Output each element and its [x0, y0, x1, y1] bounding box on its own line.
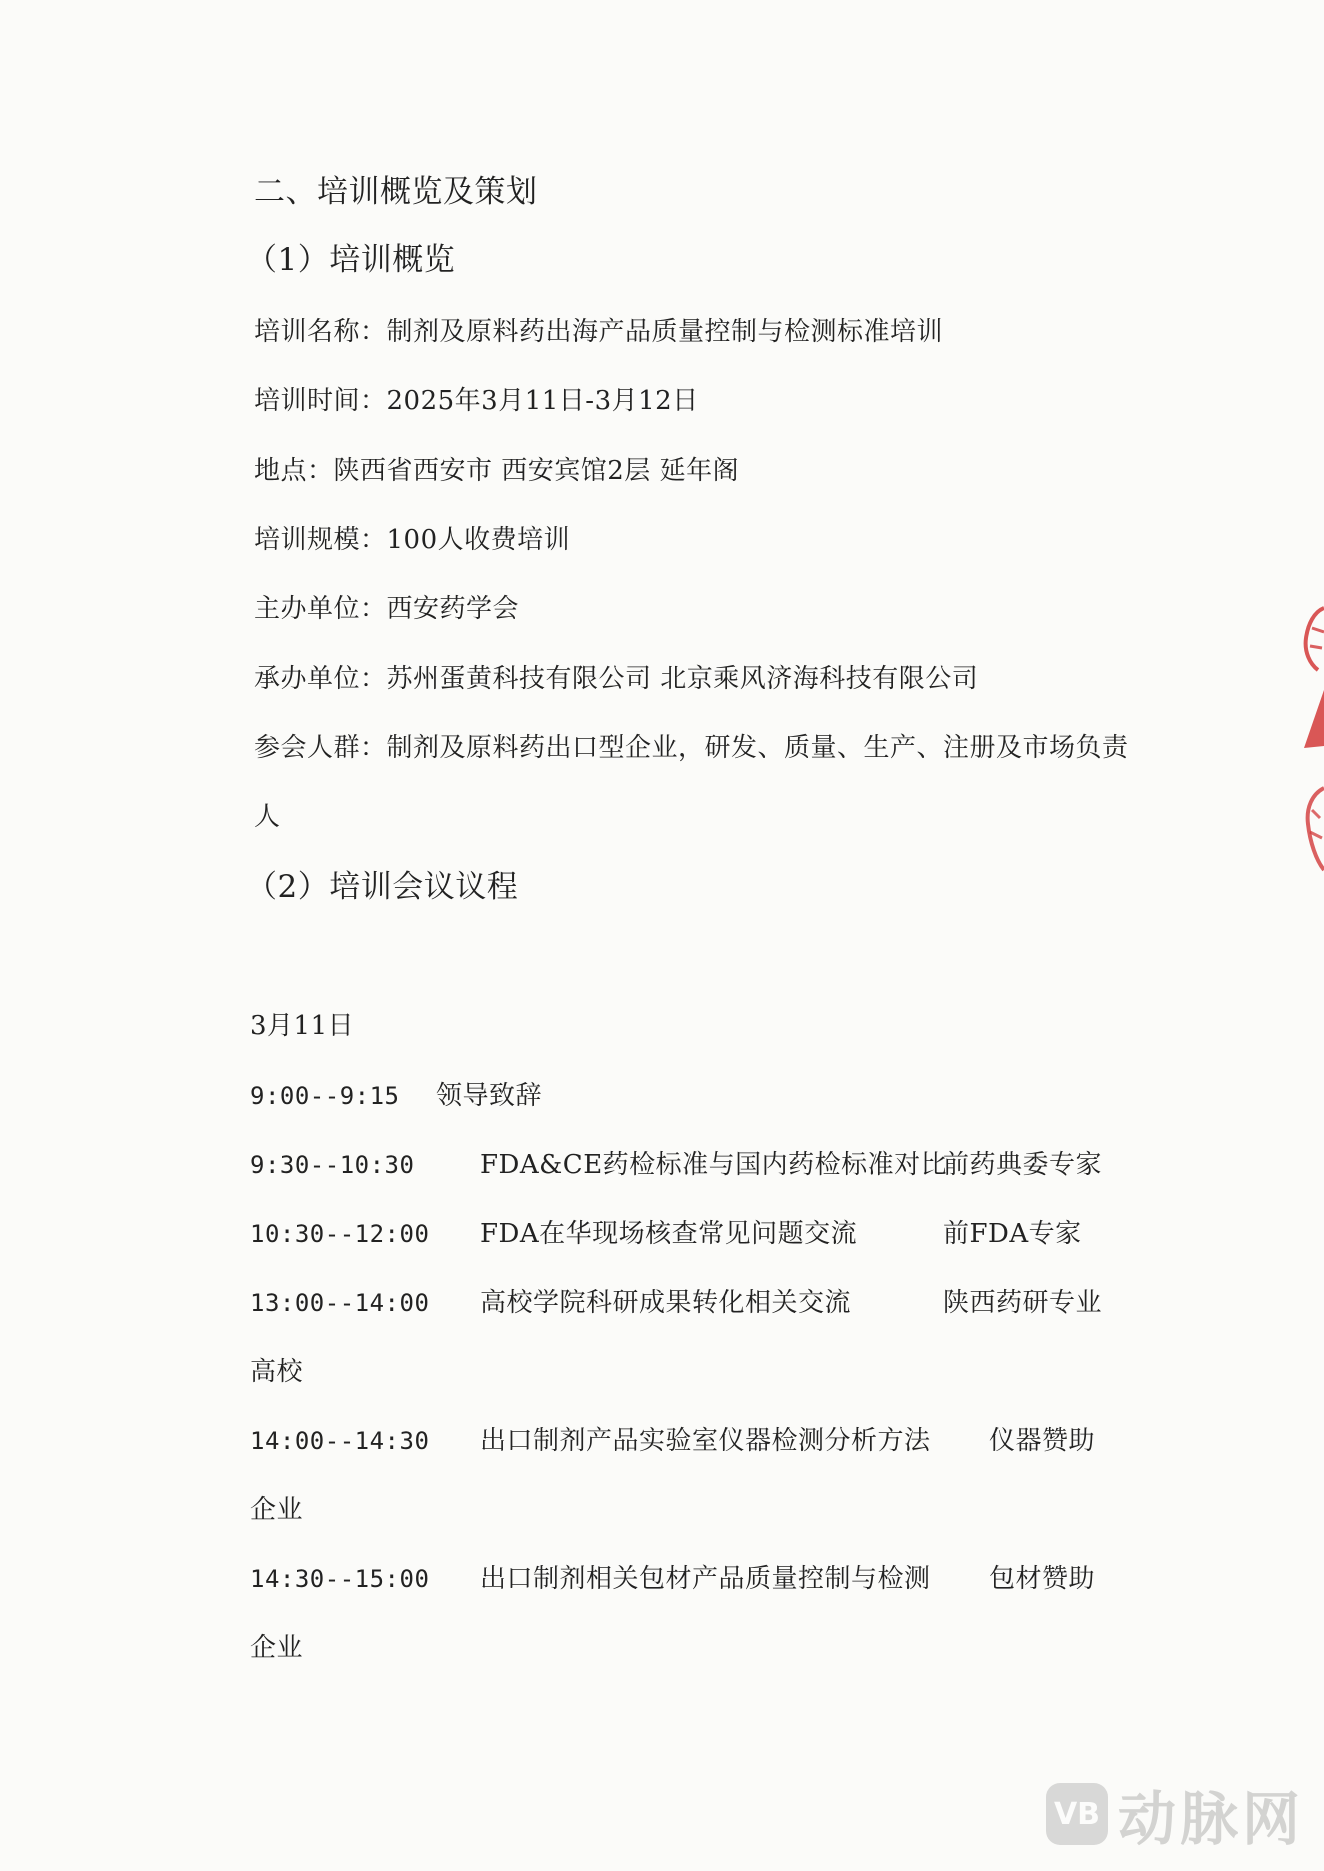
agenda-speaker: 陕西药研专业: [943, 1288, 1103, 1318]
agenda-speaker: 包材赞助: [989, 1564, 1096, 1594]
agenda-topic: 高校学院科研成果转化相关交流: [480, 1288, 852, 1318]
agenda-speaker: 前FDA专家: [943, 1219, 1082, 1249]
agenda-speaker-cont: 企业: [250, 1633, 304, 1663]
red-seal-stamp: [1284, 598, 1324, 888]
overview-heading: （1）培训概览: [246, 242, 456, 278]
agenda-time: 10:30--12:00: [250, 1220, 430, 1248]
training-place: 地点：陕西省西安市 西安宾馆2层 延年阁: [254, 456, 740, 486]
agenda-speaker-cont: 高校: [250, 1357, 304, 1387]
training-scale: 培训规模：100人收费培训: [254, 525, 571, 555]
agenda-topic: 领导致辞: [436, 1081, 543, 1111]
watermark-logo: VB: [1046, 1783, 1108, 1845]
agenda-time: 9:30--10:30: [250, 1151, 415, 1179]
watermark-text: 动脉网: [1117, 1785, 1304, 1853]
agenda-topic: FDA在华现场核查常见问题交流: [480, 1219, 858, 1249]
training-time: 培训时间：2025年3月11日-3月12日: [254, 386, 699, 416]
agenda-date: 3月11日: [250, 1011, 355, 1041]
agenda-speaker: 前药典委专家: [943, 1150, 1103, 1180]
audience-cont: 人: [254, 802, 281, 832]
agenda-time: 13:00--14:00: [250, 1289, 430, 1317]
watermark: [1046, 1779, 1304, 1853]
agenda-speaker-cont: 企业: [250, 1495, 304, 1525]
agenda-speaker: 仪器赞助: [989, 1426, 1096, 1456]
section-title: 二、培训概览及策划: [254, 174, 538, 210]
training-name: 培训名称：制剂及原料药出海产品质量控制与检测标准培训: [254, 317, 944, 347]
agenda-time: 9:00--9:15: [250, 1082, 400, 1110]
agenda-time: 14:30--15:00: [250, 1565, 430, 1593]
agenda-topic: FDA&CE药检标准与国内药检标准对比: [480, 1150, 948, 1180]
organizer-unit: 承办单位：苏州蛋黄科技有限公司 北京乘风济海科技有限公司: [254, 664, 979, 694]
audience: 参会人群：制剂及原料药出口型企业，研发、质量、生产、注册及市场负责: [254, 733, 1129, 763]
host-unit: 主办单位：西安药学会: [254, 594, 520, 624]
agenda-time: 14:00--14:30: [250, 1427, 430, 1455]
agenda-topic: 出口制剂产品实验室仪器检测分析方法: [480, 1426, 931, 1456]
agenda-heading: （2）培训会议议程: [246, 869, 519, 905]
agenda-topic: 出口制剂相关包材产品质量控制与检测: [480, 1564, 931, 1594]
